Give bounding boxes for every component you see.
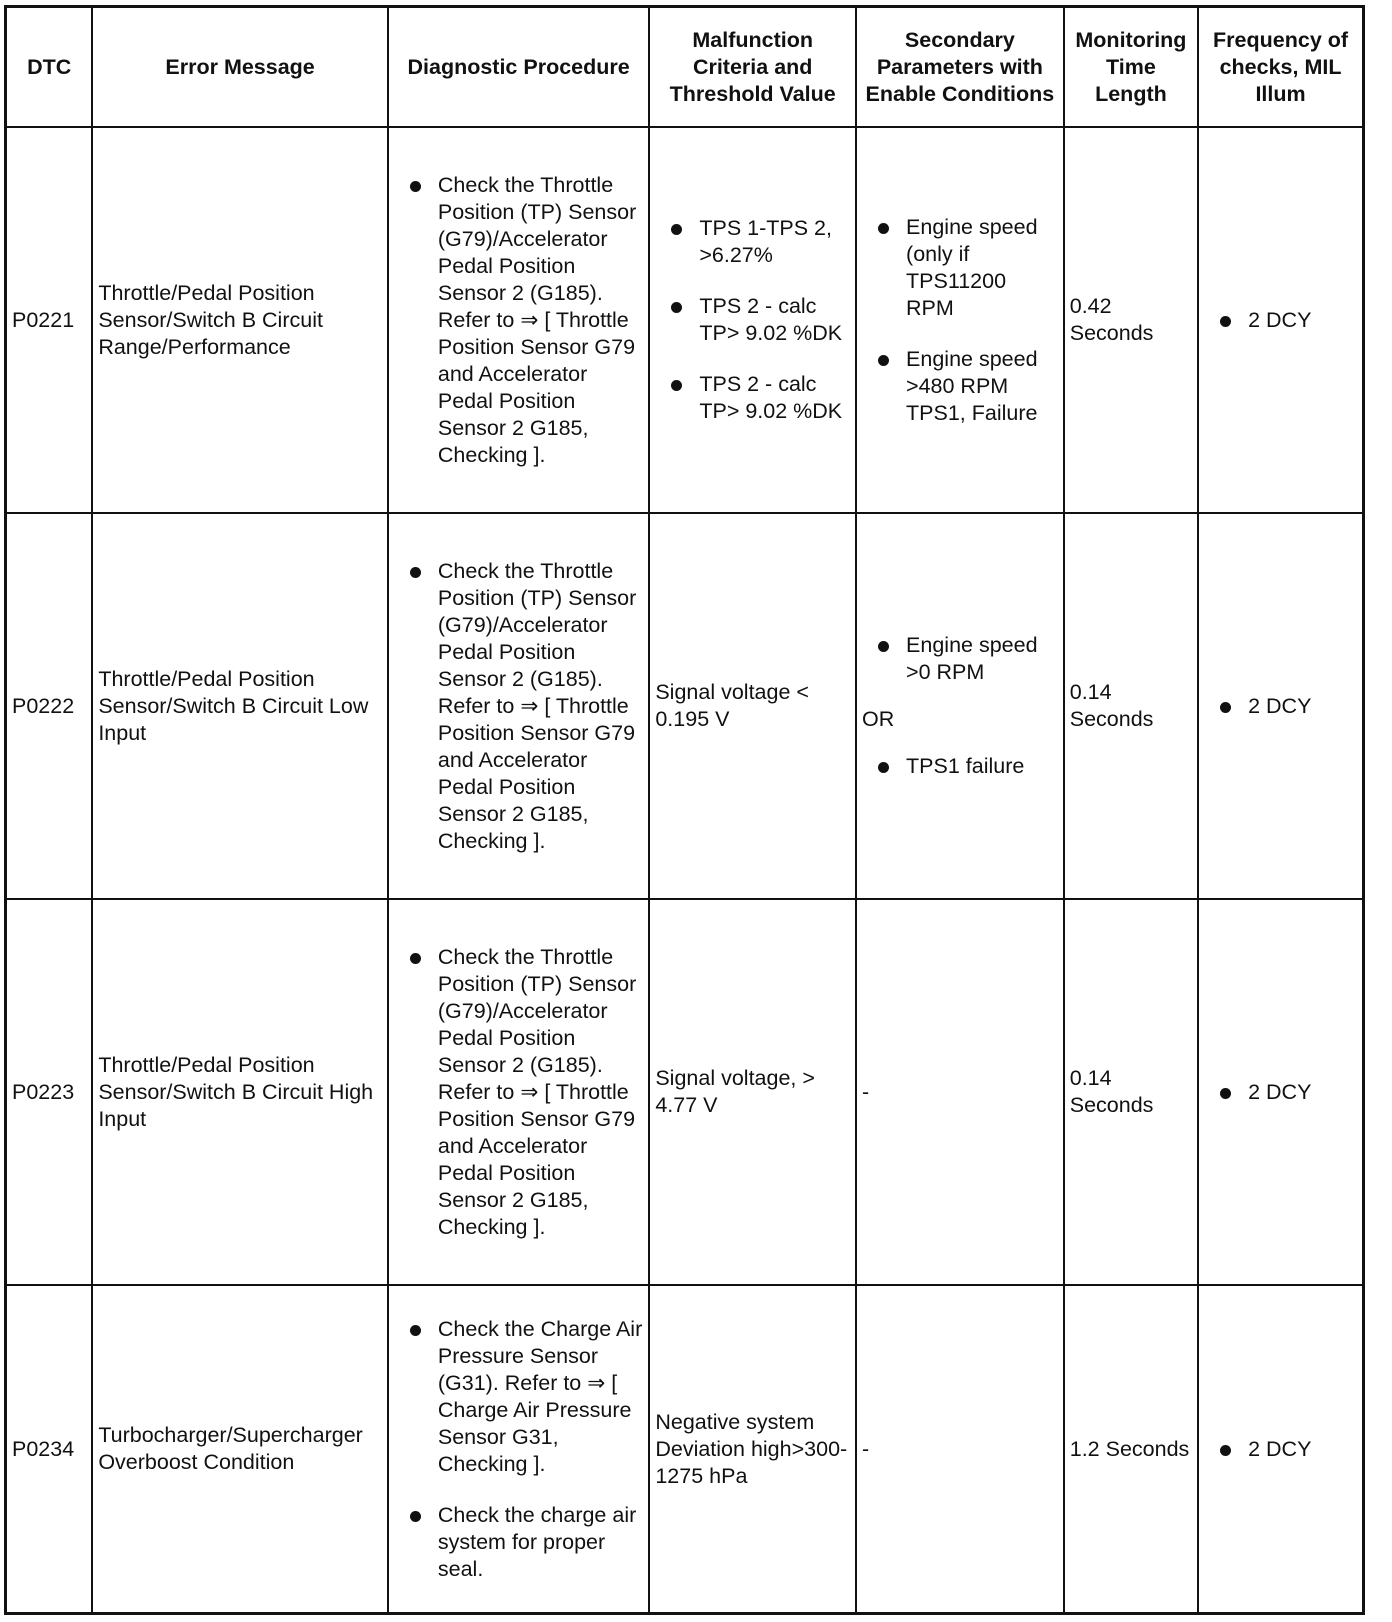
frequency-item: 2 DCY (1204, 1079, 1358, 1106)
parameter-item: TPS1 failure (862, 753, 1059, 780)
header-error-message: Error Message (92, 7, 388, 128)
bullet-icon (410, 1511, 421, 1522)
secondary-parameters: - (856, 1285, 1064, 1614)
procedure-item: Check the Throttle Position (TP) Sensor (G79)/Accelerator Pedal Position Sensor 2 (G185). Refer to ⇒ [ Throttle Position Sensor G79 and Accelerator Pedal Position Sensor 2 G185, Checking ]. (394, 944, 644, 1241)
diagnostic-procedure (388, 513, 649, 899)
secondary-parameters (856, 513, 1064, 899)
error-message: Turbocharger/Supercharger Overboost Condition (92, 1285, 388, 1614)
or-label: OR (862, 707, 895, 731)
bullet-icon (1220, 1445, 1231, 1456)
error-message: Throttle/Pedal Position Sensor/Switch B Circuit High Input (92, 899, 388, 1285)
table-row (6, 899, 1364, 1285)
header-malfunction-criteria: Malfunction Criteria and Threshold Value (649, 7, 856, 128)
parameter-item: Engine speed (only if TPS11200 RPM (862, 214, 1059, 322)
bullet-icon (878, 355, 889, 366)
secondary-parameters (856, 127, 1064, 513)
frequency-checks (1198, 127, 1363, 513)
diagnostic-procedure (388, 899, 649, 1285)
bullet-icon (1220, 1088, 1231, 1099)
error-message: Throttle/Pedal Position Sensor/Switch B Circuit Low Input (92, 513, 388, 899)
bullet-icon (671, 224, 682, 235)
header-dtc: DTC (6, 7, 93, 128)
bullet-icon (410, 181, 421, 192)
frequency-checks (1198, 513, 1363, 899)
bullet-icon (410, 567, 421, 578)
dtc-code: P0223 (6, 899, 93, 1285)
bullet-icon (1220, 316, 1231, 327)
bullet-icon (878, 641, 889, 652)
secondary-parameters: - (856, 899, 1064, 1285)
parameter-item: Engine speed >0 RPM (862, 632, 1059, 686)
bullet-icon (671, 380, 682, 391)
monitoring-time: 0.42 Seconds (1064, 127, 1198, 513)
header-row (6, 7, 1364, 128)
malfunction-criteria: Negative system Deviation high>300-1275 hPa (649, 1285, 856, 1614)
header-monitoring-time: Monitoring Time Length (1064, 7, 1198, 128)
malfunction-criteria: Signal voltage < 0.195 V (649, 513, 856, 899)
frequency-item: 2 DCY (1204, 693, 1358, 720)
procedure-item: Check the Throttle Position (TP) Sensor (G79)/Accelerator Pedal Position Sensor 2 (G185). Refer to ⇒ [ Throttle Position Sensor G79 and Accelerator Pedal Position Sensor 2 G185, Checking ]. (394, 172, 644, 469)
monitoring-time: 1.2 Seconds (1064, 1285, 1198, 1614)
frequency-checks (1198, 899, 1363, 1285)
table-row (6, 513, 1364, 899)
table-row (6, 127, 1364, 513)
criteria-item: TPS 1-TPS 2, >6.27% (655, 215, 851, 269)
diagnostic-procedure (388, 1285, 649, 1614)
bullet-icon (410, 1325, 421, 1336)
header-frequency: Frequency of checks, MIL Illum (1198, 7, 1363, 128)
procedure-item: Check the Charge Air Pressure Sensor (G31). Refer to ⇒ [ Charge Air Pressure Sensor G31, Checking ]. (394, 1316, 644, 1478)
criteria-item: TPS 2 - calc TP> 9.02 %DK (655, 371, 851, 425)
error-message: Throttle/Pedal Position Sensor/Switch B Circuit Range/Performance (92, 127, 388, 513)
procedure-item: Check the Throttle Position (TP) Sensor (G79)/Accelerator Pedal Position Sensor 2 (G185). Refer to ⇒ [ Throttle Position Sensor G79 and Accelerator Pedal Position Sensor 2 G185, Checking ]. (394, 558, 644, 855)
procedure-item: Check the charge air system for proper seal. (394, 1502, 644, 1583)
bullet-icon (878, 223, 889, 234)
diagnostic-procedure (388, 127, 649, 513)
header-secondary-parameters: Secondary Parameters with Enable Conditions (856, 7, 1064, 128)
header-diagnostic-procedure: Diagnostic Procedure (388, 7, 649, 128)
bullet-icon (878, 762, 889, 773)
parameter-item: Engine speed >480 RPM TPS1, Failure (862, 346, 1059, 427)
malfunction-criteria: Signal voltage, > 4.77 V (649, 899, 856, 1285)
frequency-item: 2 DCY (1204, 1436, 1358, 1463)
monitoring-time: 0.14 Seconds (1064, 899, 1198, 1285)
dtc-code: P0222 (6, 513, 93, 899)
dtc-code: P0234 (6, 1285, 93, 1614)
table-row (6, 1285, 1364, 1614)
criteria-item: TPS 2 - calc TP> 9.02 %DK (655, 293, 851, 347)
dtc-table (4, 5, 1365, 1615)
bullet-icon (410, 953, 421, 964)
monitoring-time: 0.14 Seconds (1064, 513, 1198, 899)
bullet-icon (671, 302, 682, 313)
bullet-icon (1220, 702, 1231, 713)
malfunction-criteria (649, 127, 856, 513)
dtc-code: P0221 (6, 127, 93, 513)
frequency-checks (1198, 1285, 1363, 1614)
frequency-item: 2 DCY (1204, 307, 1358, 334)
